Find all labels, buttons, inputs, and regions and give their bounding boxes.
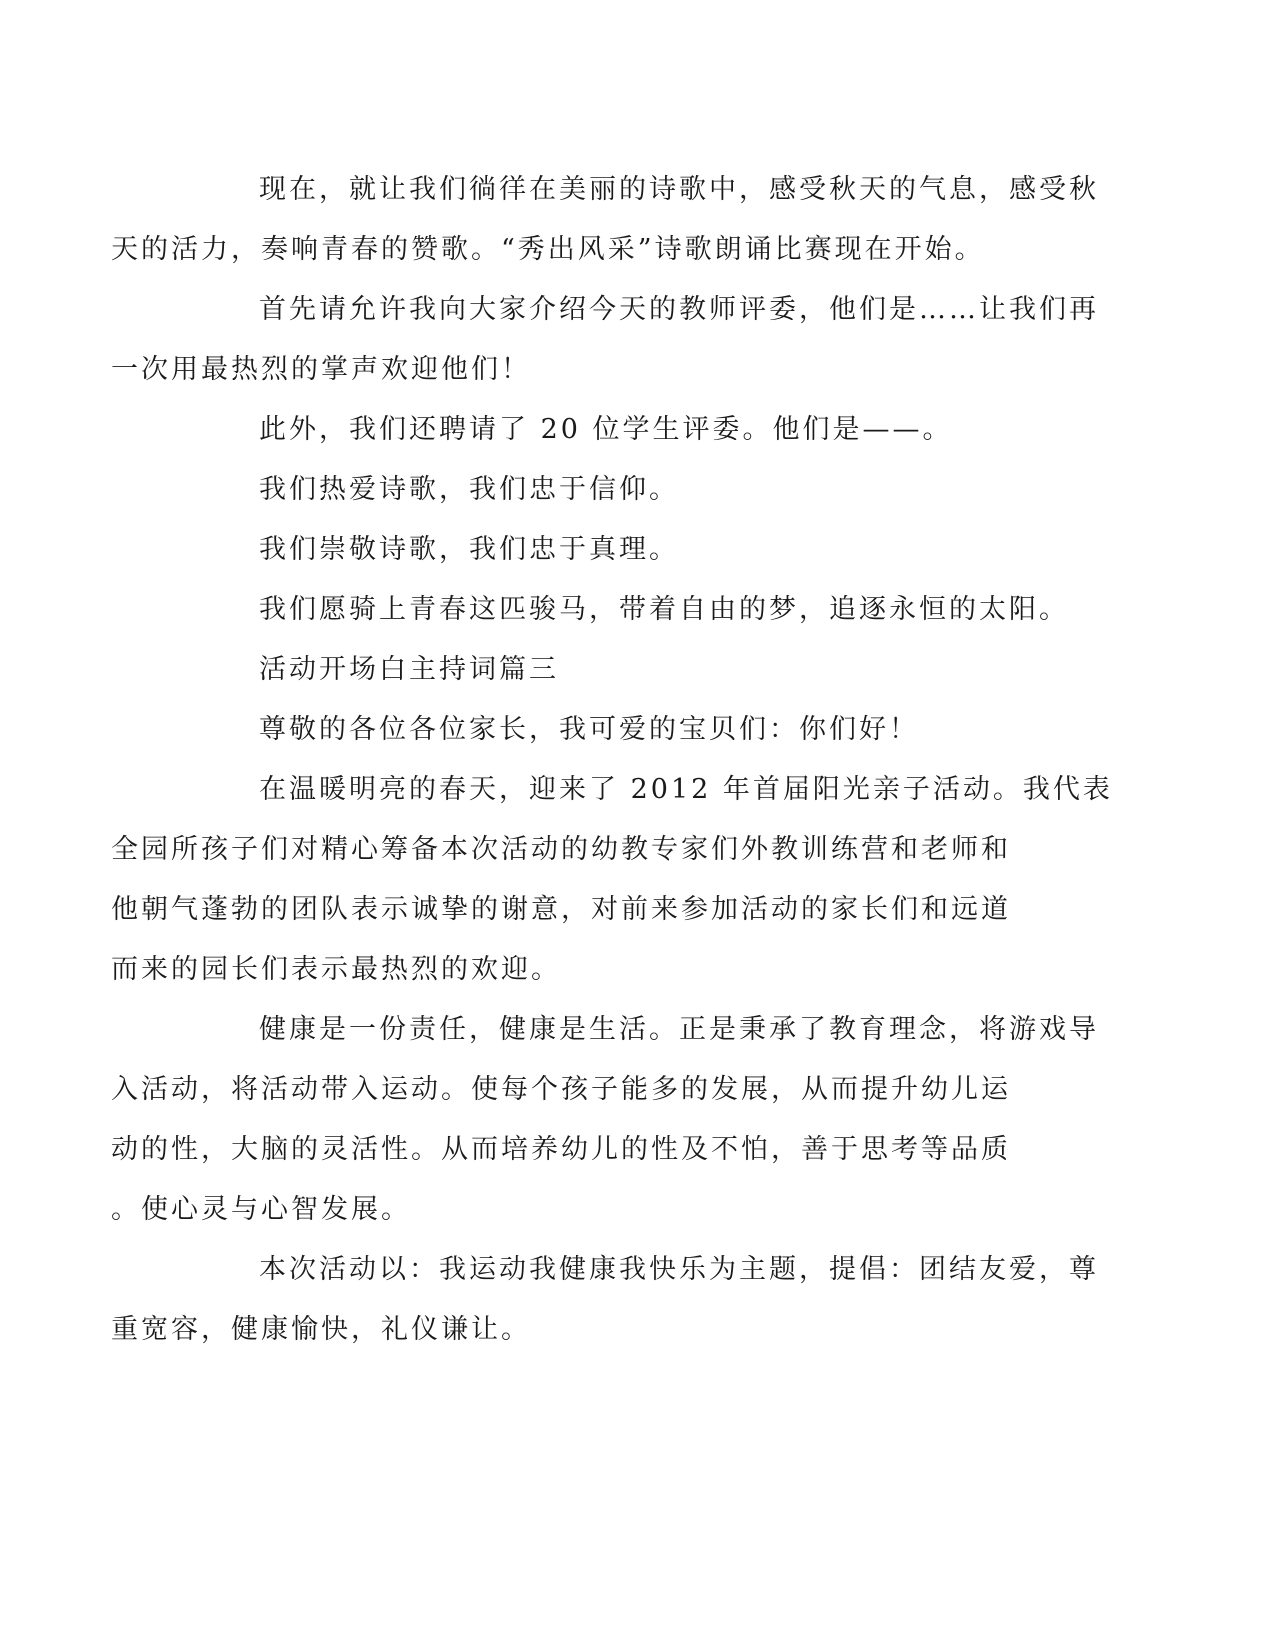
text-line: 现在，就让我们徜徉在美丽的诗歌中，感受秋天的气息，感受秋 <box>259 174 1099 205</box>
text-line: 在温暖明亮的春天，迎来了 2012 年首届阳光亲子活动。我代表 <box>259 774 1113 805</box>
text-line: 我们愿骑上青春这匹骏马，带着自由的梦，追逐永恒的太阳。 <box>259 594 1069 625</box>
paragraph-student-judges <box>185 400 1065 460</box>
text-line: 他朝气蓬勃的团队表示诚挚的谢意，对前来参加活动的家长们和远道 <box>111 894 1011 925</box>
paragraph-love-poetry <box>185 460 1065 520</box>
paragraph-health <box>111 1000 1099 1240</box>
text-line: 天的活力，奏响青春的赞歌。“秀出风采”诗歌朗诵比赛现在开始。 <box>111 234 985 265</box>
paragraph-greeting <box>185 700 1065 760</box>
paragraph-theme <box>111 1240 1099 1360</box>
paragraph-teacher-judges <box>111 280 1099 400</box>
paragraph-respect-poetry <box>185 520 1065 580</box>
text-line: 而来的园长们表示最热烈的欢迎。 <box>111 954 561 985</box>
text-line: 重宽容，健康愉快，礼仪谦让。 <box>111 1314 531 1345</box>
text-line: 全园所孩子们对精心筹备本次活动的幼教专家们外教训练营和老师和 <box>111 834 1011 865</box>
document-body <box>111 160 1113 1360</box>
paragraph-youth-horse <box>185 580 1069 640</box>
text-line: 尊敬的各位各位家长，我可爱的宝贝们：你们好！ <box>259 714 919 745</box>
text-line: 活动开场白主持词篇三 <box>259 654 559 685</box>
text-line: 一次用最热烈的掌声欢迎他们！ <box>111 354 531 385</box>
text-line: 健康是一份责任，健康是生活。正是秉承了教育理念，将游戏导 <box>259 1014 1099 1045</box>
text-line: 首先请允许我向大家介绍今天的教师评委，他们是……让我们再 <box>259 294 1099 325</box>
text-line: 我们崇敬诗歌，我们忠于真理。 <box>259 534 679 565</box>
text-line: 本次活动以：我运动我健康我快乐为主题，提倡：团结友爱，尊 <box>259 1254 1099 1285</box>
text-line: 此外，我们还聘请了 20 位学生评委。他们是——。 <box>259 414 953 445</box>
paragraph-opening <box>111 160 1099 280</box>
paragraph-welcome <box>111 760 1113 1000</box>
text-line: 入活动，将活动带入运动。使每个孩子能多的发展，从而提升幼儿运 <box>111 1074 1011 1105</box>
text-line: 我们热爱诗歌，我们忠于信仰。 <box>259 474 679 505</box>
section-heading <box>185 640 1065 700</box>
text-line: 动的性，大脑的灵活性。从而培养幼儿的性及不怕，善于思考等品质 <box>111 1134 1011 1165</box>
text-line: 。使心灵与心智发展。 <box>111 1194 411 1225</box>
